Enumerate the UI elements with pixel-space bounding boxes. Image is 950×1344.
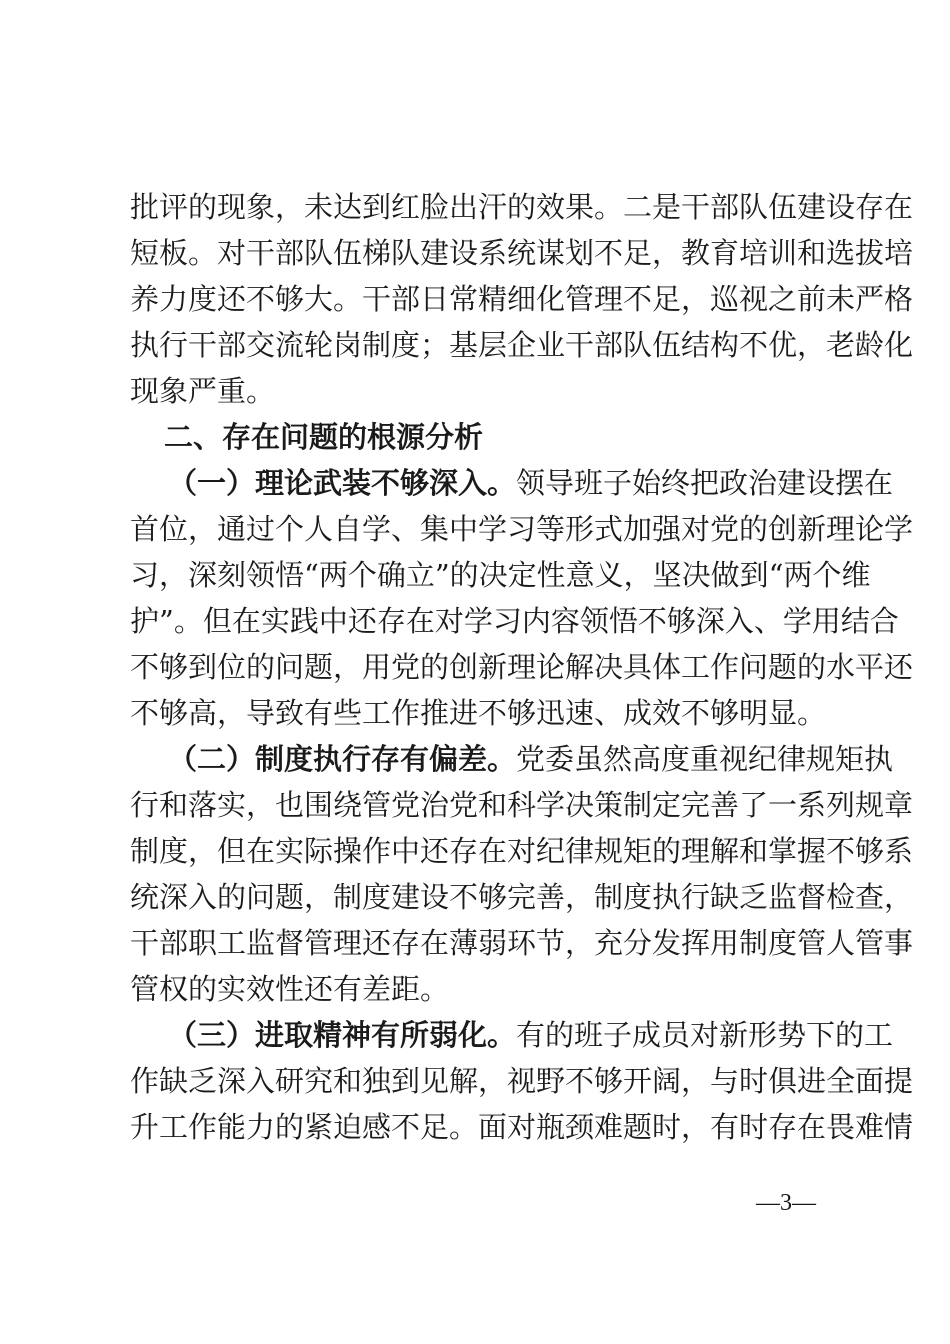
paragraph-line	[130, 966, 816, 1012]
paragraph-line	[130, 782, 914, 828]
paragraph-text: 有的班子成员对新形势下的工	[516, 1018, 894, 1052]
paragraph-line	[130, 322, 914, 368]
paragraph-line	[130, 1058, 914, 1104]
paragraph-line	[130, 736, 894, 782]
paragraph-text: 党委虽然高度重视纪律规矩执	[516, 742, 894, 776]
paragraph-line	[130, 552, 871, 598]
page-number: —3—	[756, 1190, 816, 1216]
paragraph-text: 管权的实效性还有差距。	[130, 972, 450, 1006]
paragraph-text: 领导班子始终把政治建设摆在	[516, 466, 894, 500]
paragraph-text: 作缺乏深入研究和独到见解，视野不够开阔，与时俱进全面提	[130, 1064, 914, 1098]
paragraph-text: 干部职工监督管理还存在薄弱环节，充分发挥用制度管人管事	[130, 926, 914, 960]
paragraph-lead: （二）制度执行存有偏差。	[168, 742, 517, 776]
paragraph-line	[130, 690, 827, 736]
paragraph-line	[130, 920, 914, 966]
paragraph-line	[130, 506, 914, 552]
paragraph-text: 不够高，导致有些工作推进不够迅速、成效不够明显。	[130, 696, 827, 730]
paragraph-text: 短板。对干部队伍梯队建设系统谋划不足，教育培训和选拔培	[130, 236, 914, 270]
paragraph-text: 不够到位的问题，用党的创新理论解决具体工作问题的水平还	[130, 650, 914, 684]
paragraph-text: 首位，通过个人自学、集中学习等形式加强对党的创新理论学	[130, 512, 914, 546]
paragraph-text: 制度，但在实际操作中还存在对纪律规矩的理解和掌握不够系	[130, 834, 914, 868]
paragraph-line	[130, 598, 899, 644]
paragraph-line	[130, 276, 914, 322]
paragraph-text: 护”。但在实践中还存在对学习内容领悟不够深入、学用结合	[130, 604, 899, 638]
paragraph-line	[130, 460, 894, 506]
paragraph-text: 行和落实，也围绕管党治党和科学决策制定完善了一系列规章	[130, 788, 914, 822]
paragraph-line	[130, 644, 914, 690]
paragraph-text: 现象严重。	[130, 374, 276, 408]
paragraph-lead: （三）进取精神有所弱化。	[168, 1018, 517, 1052]
paragraph-text: 批评的现象，未达到红脸出汗的效果。二是干部队伍建设存在	[130, 190, 914, 224]
paragraph-text: 升工作能力的紧迫感不足。面对瓶颈难题时，有时存在畏难情	[130, 1110, 914, 1144]
paragraph-line	[130, 874, 914, 920]
paragraph-lead: （一）理论武装不够深入。	[168, 466, 517, 500]
section-heading: 二、存在问题的根源分析	[164, 420, 484, 454]
paragraph-line	[130, 1012, 894, 1058]
paragraph-line	[130, 1104, 914, 1150]
paragraph-text: 养力度还不够大。干部日常精细化管理不足，巡视之前未严格	[130, 282, 914, 316]
paragraph-text: 习，深刻领悟“两个确立”的决定性意义，坚决做到“两个维	[130, 558, 871, 592]
paragraph-text: 统深入的问题，制度建设不够完善，制度执行缺乏监督检查，	[130, 880, 914, 914]
paragraph-line	[130, 828, 914, 874]
paragraph-line	[130, 184, 914, 230]
paragraph-line	[130, 368, 816, 414]
paragraph-text: 执行干部交流轮岗制度；基层企业干部队伍结构不优，老龄化	[130, 328, 914, 362]
document-body	[130, 184, 914, 1150]
paragraph-line	[130, 230, 914, 276]
